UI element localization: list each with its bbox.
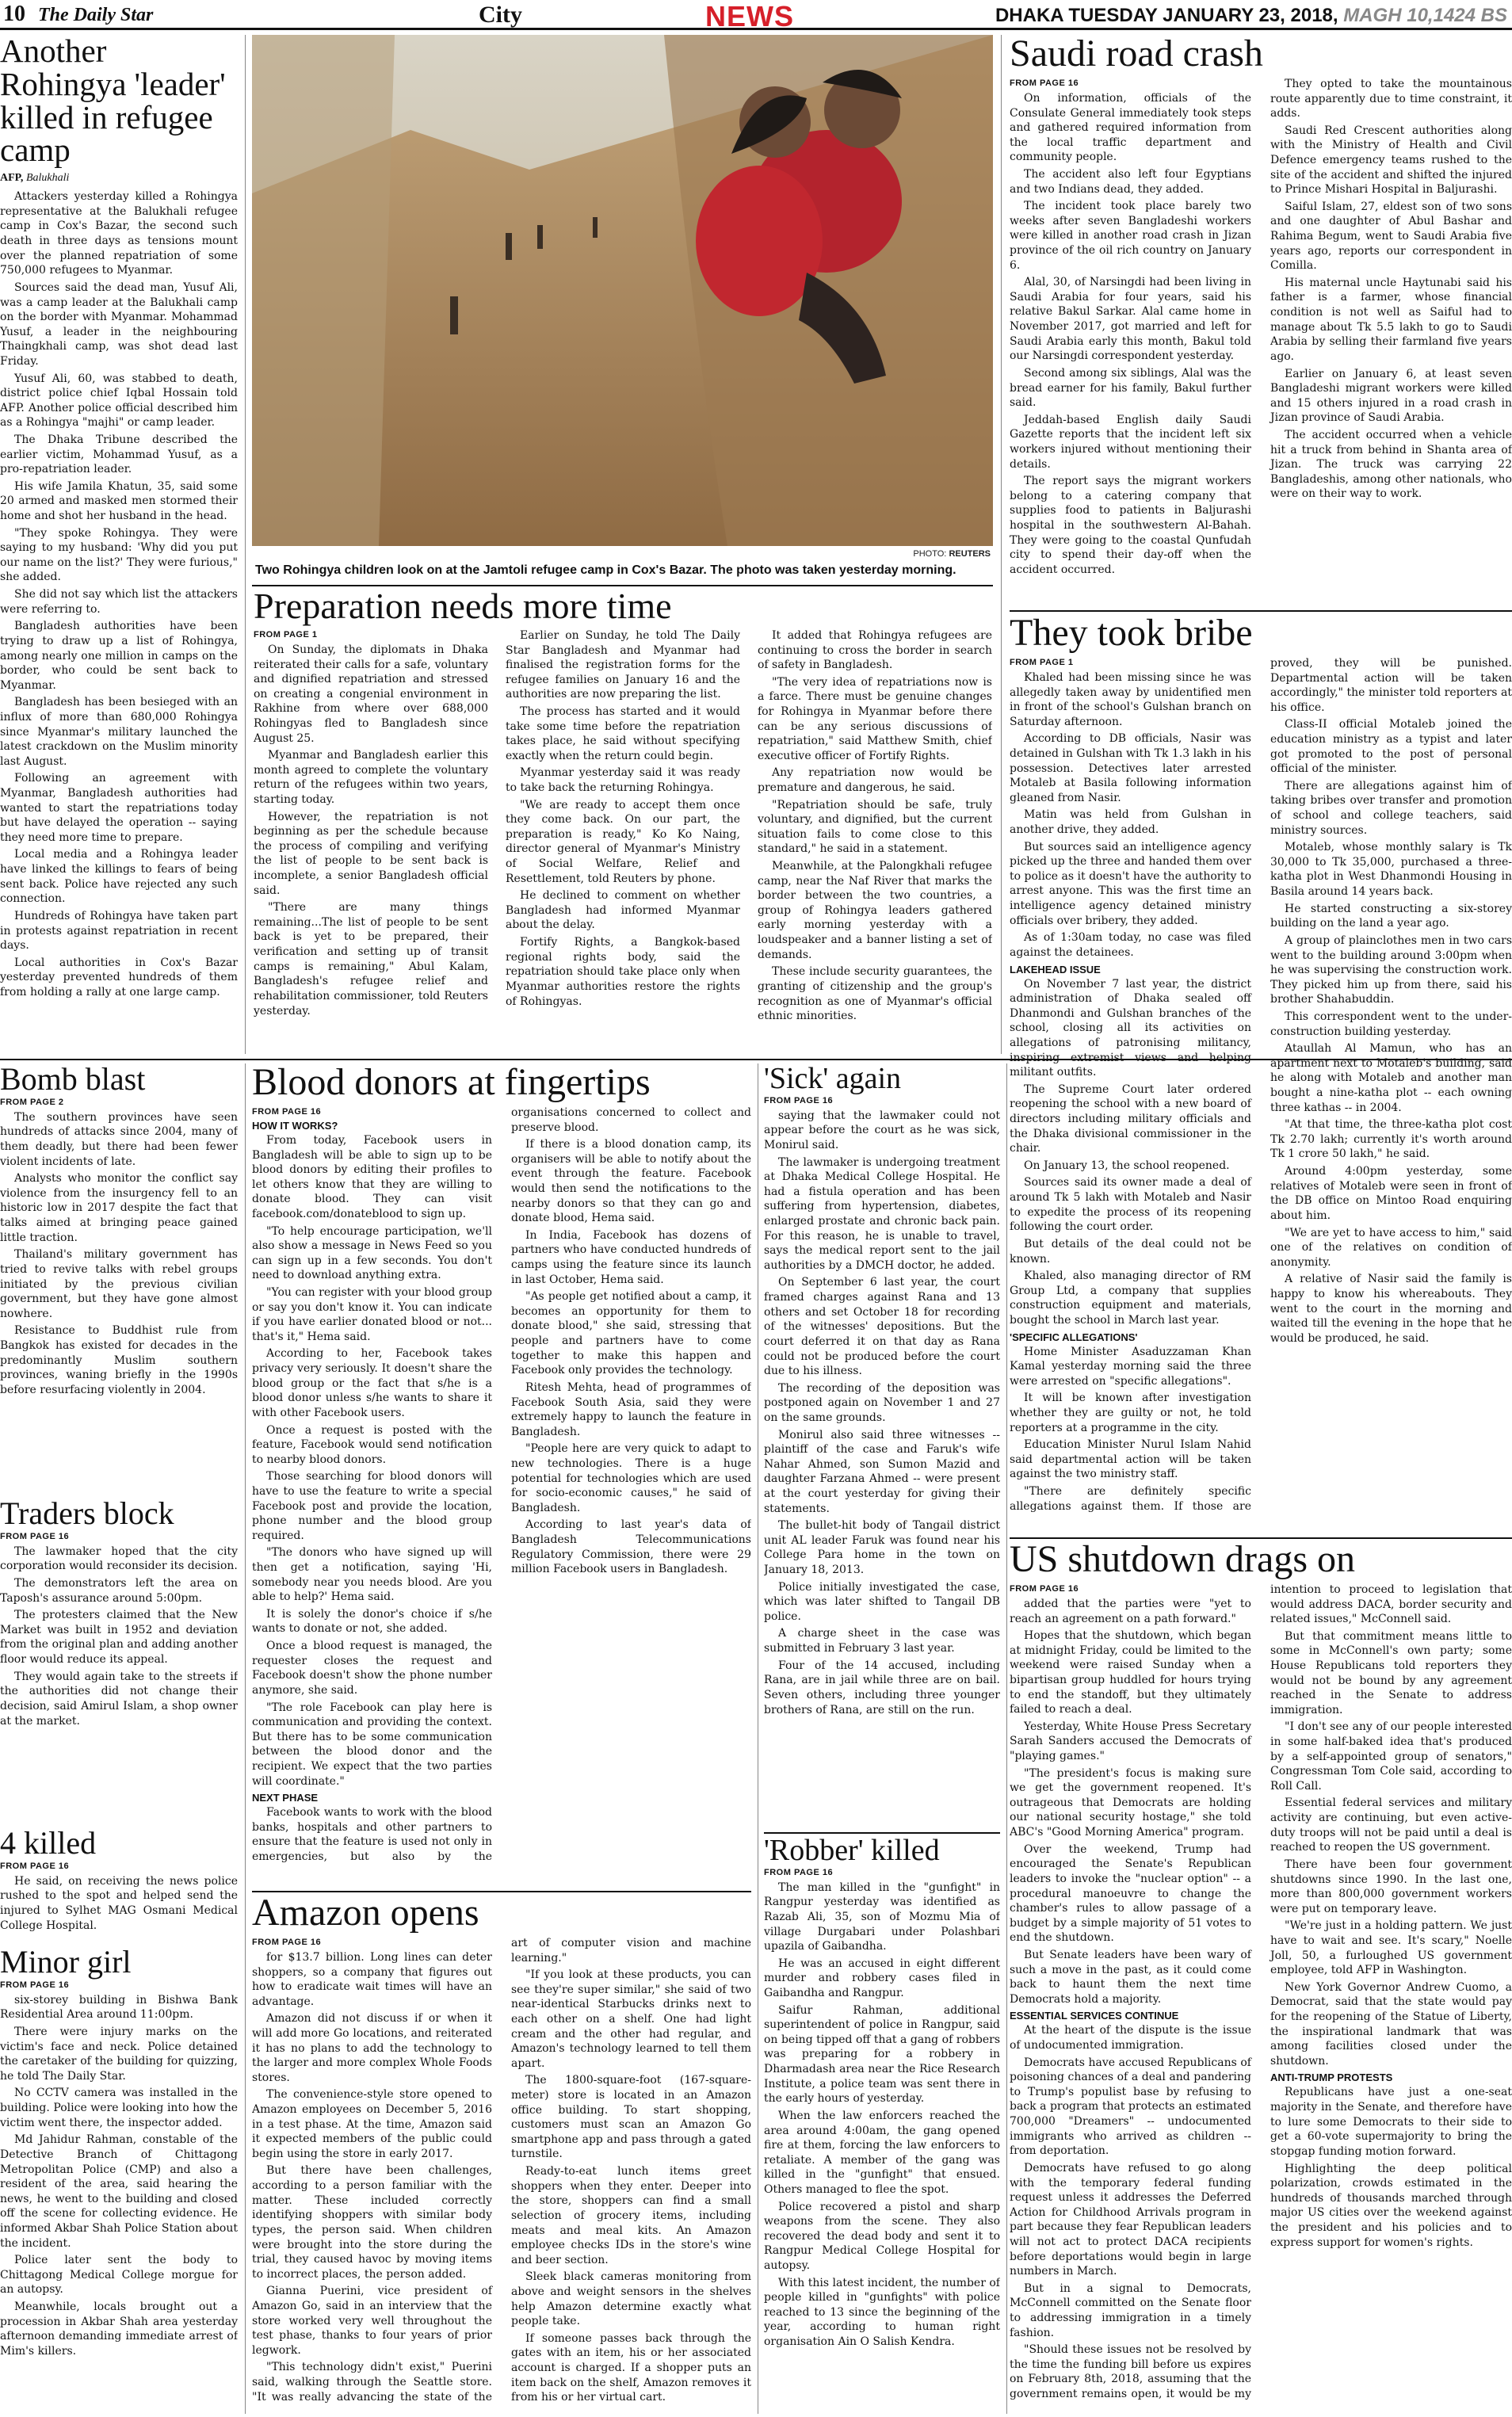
paragraph: The bullet-hit body of Tangail district unit AL leader Faruk was found near his College Para home in the town on January 18, 2013. [764,1519,1000,1577]
paragraph: Meanwhile, at the Palongkhali refugee camp, near the Naf River that marks the border between the two countries, a group of Rohingya leaders gathered early morning yesterday with a loudspeaker and a banner listing a set of demands. [758,860,992,961]
jump-label: FROM PAGE 16 [252,1937,322,1947]
photo-caption: Two Rohingya children look on at the Jamtoli refugee camp in Cox's Bazar. The photo was taken yesterday morning. [255,563,956,577]
paragraph: He declined to comment on whether Bangladesh had informed Myanmar about the delay. [506,889,740,932]
paragraph: "The president's focus is making sure we get the government reopened. It's outrageous that Democrats are holding our national security hostage," she told ABC's "Good Morning America" program. [1010,1766,1251,1839]
paragraph: This correspondent went to the under-construction building yesterday. [1270,1010,1512,1038]
paragraph: However, the repatriation is not beginning as per the schedule because the process of compiling and verifying the list of people to be sent back is incomplete, a senior Bangladesh official said. [254,810,488,897]
paragraph: Around 4:00pm yesterday, some relatives of Motaleb were seen in front of the DB office on Mintoo Road enquiring about him. [1270,1165,1512,1222]
paragraph: From today, Facebook users in Bangladesh will be able to sign up to be blood donors by editing their profiles to let others know that they are willing to donate blood. They can visit facebook.com/donateblood to sign up. [252,1133,492,1220]
article-rohingya-leader [0,35,238,1054]
paragraph: But there have been challenges, according to a person familiar with the matter. These included correctly identifying shoppers with similar body types, the person said. When children were brought into the store during the trial, they caused havoc by moving items to incorrect places, the person added. [252,2164,492,2281]
subheading: 'SPECIFIC ALLEGATIONS' [1010,1331,1138,1343]
section-rule [1010,610,1512,612]
subheading: LAKEHEAD ISSUE [1010,963,1101,976]
paragraph: There were injury marks on the victim's face and neck. Police detained the caretaker of the building for quizzing, he told The Daily Star. [0,2026,238,2083]
paragraph: "At that time, the three-katha plot cost Tk 2.70 lakh; currently it's worth around Tk 1 crore 50 lakh," he said. [1270,1118,1512,1161]
paragraph: If there is a blood donation camp, its organisers will be able to notify about the event through the feature. Facebook would then send the notifications to the nearby donors so that they can go and donate blood, Hema said. [511,1138,751,1225]
article-body [0,1874,238,1933]
subheading: ESSENTIAL SERVICES CONTINUE [1010,2010,1179,2022]
jump-label: FROM PAGE 16 [1010,1583,1079,1594]
article-body [0,1993,238,2359]
paragraph: Analysts who monitor the conflict say violence from the insurgency fell to an historic low in 2017 despite the fact that talks aimed at bringing peace gained little traction. [0,1172,238,1244]
paragraph: Md Jahidur Rahman, constable of the Detective Branch of Chittagong Metropolitan Police (CMP) and also a resident of the area, said hearing the news, he went to the building and closed off the scene for collecting evidence. He informed Akbar Shah Police Station about the incident. [0,2133,238,2250]
section-rule [0,1059,1512,1060]
jump-label: FROM PAGE 16 [0,1531,70,1541]
paragraph: Bangladesh has been besieged with an influx of more than 680,000 Rohingya since Myanmar's military launched the latest crackdown on the Muslim minority last August. [0,696,238,768]
paragraph: Khaled had been missing since he was allegedly taken away by unidentified men in front of the school's Gulshan branch on Saturday afternoon. [1010,670,1251,728]
paragraph: On information, officials of the Consulate General immediately took steps and gathered required information from the local traffic department and community people. [1010,91,1251,164]
paragraph: Resistance to Buddhist rule from Bangkok has existed for decades in the predominantly Muslim southern provinces, waning briefly in the 1990s before resurfacing violently in 2004. [0,1324,238,1396]
paragraph: Once a blood request is managed, the requester closes the request and Facebook doesn't show the phone number anymore, she said. [252,1640,492,1697]
paragraph: "To help encourage participation, we'll also show a message in News Feed so you can sign up in a few seconds. You don't need to download anything extra. [252,1224,492,1282]
article-bomb-blast [0,1063,238,1491]
jump-label: FROM PAGE 16 [252,1106,322,1117]
paragraph: Earlier on Sunday, he told The Daily Star Bangladesh and Myanmar had finalised the registration forms for the refugee families on January 16 and the authorities are now preparing the list. [506,628,740,701]
jump-label: FROM PAGE 16 [0,1980,70,1990]
paragraph: Sources said the dead man, Yusuf Ali, was a camp leader at the Balukhali camp on the border with Myanmar. Mohammad Yusuf, a leader in the neighbouring Thaingkhali camp, was shot dead last Friday. [0,281,238,368]
paragraph: Thailand's military government has tried to revive talks with rebel groups initiated by the previous civilian government, but they have gone almost nowhere. [0,1248,238,1320]
paragraph: The lawmaker is undergoing treatment at Dhaka Medical College Hospital. He had a fistula operation and has been suffering from hypertension, diabetes, enlarged prostate and chronic back pain. For this reason, he is unable to travel, says the medical report sent to the jail authorities by a DMCH doctor, he added. [764,1155,1000,1272]
paragraph: Education Minister Nurul Islam Nahid said departmental action will be taken against the two ministry staff. [1010,1438,1251,1481]
paragraph: Monirul also said three witnesses -- plaintiff of the case and Faruk's wife Nahar Ahmed, son Sumon Mazid and daughter Farzana Ahmed -- were present at the court yesterday for giving their statements. [764,1428,1000,1515]
paragraph: His maternal uncle Haytunabi said his father is a farmer, whose financial condition is not well as Saiful had to manage about Tk 5.5 lakh to go to Saudi Arabia by selling their farmland five years ago. [1270,276,1512,363]
paragraph: added that the parties were "yet to reach an agreement on a path forward." [1010,1597,1251,1625]
subheading: NEXT PHASE [252,1792,319,1804]
paragraph: The accident also left four Egyptians and two Indians dead, they added. [1010,168,1251,196]
paragraph: It added that Rohingya refugees are continuing to cross the border in search of safety in Bangladesh. [758,628,992,672]
paragraph: "Should these issues not be resolved by the time the funding bill before us expires on February 8th, 2018, assuming that the government remains open, it would be my intention to proceed to legislation that would address DACA, border security and related issues," McConnell said. [1010,1583,1512,2401]
paragraph: Four of the 14 accused, including Rana, are in jail while three are on bail. Seven others, including three younger brothers of Rana, are still on the run. [764,1659,1000,1716]
headline: Bomb blast [0,1063,146,1097]
paragraph: On November 7 last year, the district administration of Dhaka sealed off Dhanmondi and Gulshan branches of the school, closing all its activities on allegations of patronising militancy, inspiring extremist views and helping militant outfits. [1010,977,1251,1079]
paragraph: Motaleb, whose monthly salary is Tk 30,000 to Tk 35,000, purchased a three-katha plot in West Dhanmondi Housing in Basila around 14 years back. [1270,841,1512,899]
paragraph: Facebook wants to work with the blood banks, hospitals and other partners to ensure that the feature is used not only in emergencies, but also by the organisations concerned to collect and preserve blood. [252,1105,751,1863]
paragraph: Saiful Islam, 27, eldest son of two sons and one daughter of Abul Bashar and Rahima Begum, went to Saudi Arabia five years ago, reports our correspondent in Comilla. [1270,200,1512,273]
jump-label: FROM PAGE 16 [764,1095,834,1105]
column-rule [1006,1063,1007,2414]
paragraph: Police initially investigated the case, which was later shifted to Tangail DB police. [764,1580,1000,1623]
dateline: DHAKA TUESDAY JANUARY 23, 2018, MAGH 10,1424 BS [995,5,1507,26]
paragraph: Sleek black cameras monitoring from above and weight sensors in the shelves help Amazon determine exactly what people take. [511,2270,751,2328]
paragraph: Those searching for blood donors will have to use the feature to write a special Facebook post and provide the location, phone number and the blood group required. [252,1470,492,1542]
paragraph: According to DB officials, Nasir was detained in Gulshan with Tk 1.3 lakh in his possession. Detectives later arrested Motaleb at Basila following information gleaned from Nasir. [1010,732,1251,804]
paragraph: She did not say which list the attackers were referring to. [0,588,238,616]
column-rule [1001,35,1002,1054]
headline: Preparation needs more time [254,588,672,626]
paragraph: Jeddah-based English daily Saudi Gazette reports that the incident left six workers injured without mentioning their details. [1010,413,1251,471]
paragraph: saying that the lawmaker could not appear before the court as he was sick, Monirul said. [764,1109,1000,1151]
article-preparation [254,588,992,1040]
article-us-shutdown [1010,1541,1512,2414]
headline: 4 killed [0,1827,97,1861]
article-body [0,1545,238,1728]
article-minor-girl [0,1946,238,2414]
paragraph: He started constructing a six-storey building on the land a year ago. [1270,902,1512,930]
jump-label: FROM PAGE 16 [764,1867,834,1877]
headline: Another Rohingya 'leader' killed in refugee camp [0,35,226,169]
paragraph: The southern provinces have seen hundreds of attacks since 2004, many of them deadly, but there had been fewer violent incidents of late. [0,1110,238,1168]
paragraph: When the law enforcers reached the area around 4:00am, the gang opened fire at them, forcing the law enforcers to retaliate. A member of the gang was killed in the "gunfight" that ensued. Others managed to flee the spot. [764,2109,1000,2196]
byline: AFP, Balukhali [0,172,70,185]
paragraph: Hundreds of Rohingya have taken part in protests against repatriation in recent days. [0,909,238,953]
paragraph: Matin was held from Gulshan in another drive, they added. [1010,808,1251,837]
paragraph: Police later sent the body to Chittagong Medical College morgue for an autopsy. [0,2254,238,2297]
paragraph: Local media and a Rohingya leader have linked the killings to fears of being sent back. Police have rejected any such connection. [0,848,238,906]
article-body [0,1110,238,1398]
jump-label: FROM PAGE 1 [1010,657,1074,667]
jump-label: FROM PAGE 16 [0,1861,70,1871]
paragraph: Saifur Rahman, additional superintendent of police in Rangpur, said on being tipped off that a gang of robbers was preparing for a robbery in Dharmadash area near the Rice Research Institute, a police team was sent there in the early hours of yesterday. [764,2003,1000,2106]
paragraph: six-storey building in Bishwa Bank Residential Area around 11:00pm. [0,1993,238,2022]
paragraph: "If you look at these products, you can see they're super similar," she said of two near-identical Starbucks drinks next to each other on a shelf. One had light cream and the other had regular, and Amazon's technology learned to tell them apart. [511,1968,751,2070]
paragraph: According to her, Facebook takes privacy very seriously. It doesn't share the blood group or the fact that s/he is a blood donor unless s/he wants to share it with other Facebook users. [252,1347,492,1419]
article-body [252,1936,751,2405]
paragraph: There are allegations against him of taking bribes over transfer and promotion of school and college teachers, said ministry sources. [1270,779,1512,837]
article-saudi-road-crash [1010,35,1512,605]
article-body [764,1881,1000,2350]
paragraph: A group of plainclothes men in two cars went to the building around 3:00pm when he was supervising the construction work. They picked him up from there, said his brother Shahabuddin. [1270,934,1512,1006]
page-header [0,0,1512,30]
paragraph: Earlier on January 6, at least seven Bangladeshi migrant workers were killed and 15 others injured in a road crash in Jizan province of Saudi Arabia. [1270,367,1512,425]
paragraph: "This technology didn't exist," Puerini said, walking through the Seattle store. "It was really advancing the state of the art of computer vision and machine learning." [252,1936,751,2404]
paragraph: Once a request is posted with the feature, Facebook would send notification to nearby blood donors. [252,1423,492,1466]
headline: 'Robber' killed [764,1835,940,1867]
paragraph: "There are many things remaining...The list of people to be sent back is yet to be prepared, their verification and setting up of transit camps is remaining," Abul Kalam, Bangladesh's refugee relief and rehabilitation commissioner, told Reuters yesterday. [254,901,488,1018]
section-name: City [479,2,522,28]
paragraph: On January 13, the school reopened. [1024,1159,1230,1172]
paragraph: If someone passes back through the gates with an item, his or her associated account is charged. If a shopper puts an item back on the shelf, Amazon removes it from his or her virtual cart. [511,2331,751,2404]
paragraph: According to last year's data of Bangladesh Telecommunications Regulatory Commission, there were 29 million Facebook users in Bangladesh. [511,1518,751,1576]
column-rule [245,35,246,1054]
paragraph: "People here are very quick to adapt to new technologies. There is a huge potential for technologies which are used for socio-economic causes," he said of Bangladesh. [511,1442,751,1514]
paragraph: Khaled, also managing director of RM Group Ltd, a company that supplies construction equipment and materials, bought the school in March last year. [1010,1270,1251,1327]
jump-label: FROM PAGE 1 [254,629,318,640]
paragraph: But details of the deal could not be known. [1010,1237,1251,1266]
paragraph: On September 6 last year, the court framed charges against Rana and 13 others and set October 18 for recording of the witnesses' depositions. But the court deferred it on that day as Rana could not be produced before the court due to his illness. [764,1276,1000,1378]
paragraph: The protesters claimed that the New Market was built in 1952 and deviation from the original plan and adding another floor would reduce its appeal. [0,1609,238,1667]
jump-label: FROM PAGE 16 [1010,78,1079,88]
paragraph: Yusuf Ali, 60, was stabbed to death, district police chief Iqbal Hossain told AFP. Another police official described him as a Rohingya "majhi" or camp leader. [0,372,238,430]
paragraph: Following an agreement with Myanmar, Bangladesh authorities had wanted to start the repatriations today but have delayed the operation -- saying they need more time to prepare. [0,772,238,844]
paragraph: "The role Facebook can play here is communication and providing the context. But there has to be some communication between the blood donor and the recipient. We expect that the two parties will coordinate." [252,1701,492,1788]
section-rule [252,1891,751,1892]
paragraph: On Sunday, the diplomats in Dhaka reiterated their calls for a safe, voluntary and dignified repatriation and stressed on creating a congenial environment in Rakhine from where over 688,000 Rohingyas fled to Bangladesh since August 25. [254,643,488,745]
paragraph: Attackers yesterday killed a Rohingya representative at the Balukhali refugee camp in Cox's Bazar, the second such death in three days as tensions mount over the planned repatriation of some 750,000 refugees to Myanmar. [0,190,238,277]
headline: US shutdown drags on [1010,1541,1356,1580]
paragraph: Home Minister Asaduzzaman Khan Kamal yesterday morning said the three were arrested on "specific allegations". [1010,1345,1251,1388]
paragraph: But that commitment means little to some in McConnell's own party; some House Republicans told reporters they would not be bound by any agreement reached in the Senate to address immigration. [1270,1629,1512,1716]
paragraph: "I don't see any of our people interested in some half-baked idea that's produced by a self-appointed group of senators," Congressman Tom Cole said, according to Roll Call. [1270,1720,1512,1793]
article-4-killed [0,1827,238,1938]
paragraph: Hopes that the shutdown, which began at midnight Friday, could be limited to the weekend were raised Sunday when a bipartisan group huddled for hours trying to end the standoff, but they ultimately failed to reach a deal. [1010,1629,1251,1716]
section-rule [1010,1537,1512,1539]
paragraph: With this latest incident, the number of people killed in "gunfights" with police reached to 13 since the beginning of the year, according to human right organisation Ain O Salish Kendra. [764,2276,1000,2349]
headline: Blood donors at fingertips [252,1063,651,1103]
paragraph: These include security guarantees, the granting of citizenship and the group's recognition as one of Myanmar's official ethnic minorities. [758,965,992,1023]
paragraph: He said, on receiving the news police rushed to the spot and helped send the injured to Sylhet MAG Osmani Medical College Hospital. [0,1874,238,1932]
headline: 'Sick' again [764,1063,902,1095]
paragraph: "We're just in a holding pattern. We just have to wait and see. It's scary," Noelle Joll, 50, a furloughed US government employee, told AFP in Washington. [1270,1919,1512,1977]
paragraph: "They spoke Rohingya. They were saying to my husband: 'Why did you put our name on the list?' They were furious," she added. [0,526,238,584]
masthead: The Daily Star [38,5,154,25]
page-number: 10 [3,2,25,26]
paragraph: Amazon did not discuss if or when it will add more Go locations, and reiterated it has no plans to add the technology to the larger and more complex Whole Foods stores. [252,2012,492,2084]
paragraph: "Repatriation should be safe, truly voluntary, and dignified, but the current situation fails to come close to this standard," he said in a statement. [758,798,992,856]
paragraph: It will be known after investigation whether they are guilty or not, he told reporters at a programme in the city. [1010,1392,1251,1434]
paragraph: The 1800-square-foot (167-square-meter) store is located in an Amazon office building. To start shopping, customers must scan an Amazon Go smartphone app and pass through a gated turnstile. [511,2074,751,2161]
paragraph: New York Governor Andrew Cuomo, a Democrat, said that the state would pay for the reopening of the Statue of Liberty, the inspirational landmark that was among facilities closed under the shutdown. [1270,1980,1512,2068]
paragraph: "As people get notified about a camp, it becomes an opportunity for them to donate blood," she said, stressing that people and partners have to come together to make this happen and Facebook only provides the technology. [511,1290,751,1377]
headline: They took bribe [1010,614,1253,654]
paragraph: Democrats have refused to go along with the temporary federal funding request unless it addresses the Deferred Action for Childhood Arrivals program in part because they fear Republican leaders will not act to protect DACA recipients before deportations would begin in large numbers in March. [1010,2161,1251,2278]
paragraph: A charge sheet in the case was submitted in February 3 last year. [764,1627,1000,1655]
paragraph: But Senate leaders have been wary of such a move in the past, as it could come back to haunt them the next time Democrats hold a majority. [1010,1948,1251,2006]
paragraph: Essential federal services and military activity are continuing, but even active-duty troops will not be paid until a deal is reached to reopen the US government. [1270,1797,1512,1854]
paragraph: Ataullah Al Mamun, who has an apartment next to Motaleb's building, said he along with Motaleb and another man bought a nine-katha plot -- each owning three kathas -- in 2004. [1270,1042,1512,1114]
paragraph: "We are yet to have access to him," said one of the relatives on condition of anonymity. [1270,1226,1512,1269]
column-rule [245,1063,246,2414]
paragraph: Alal, 30, of Narsingdi had been living in Saudi Arabia for four years, said his relative Bakul Sarkar. Alal came home in November 2017, got married and left for Saudi Arabia early this month, Bakul told our Narsingdi correspondent yesterday. [1010,276,1251,363]
refugee-camp-photo [252,35,993,546]
paragraph: Gianna Puerini, vice president of Amazon Go, said in an interview that the store worked very well throughout the test phase, thanks to four years of prior legwork. [252,2285,492,2357]
section-rule [252,585,993,586]
news-photo [252,35,993,546]
paragraph: "The donors who have signed up will then get a notification, saying 'Hi, somebody near you needs blood. Are you able to help?' Hema said. [252,1546,492,1604]
paragraph: They opted to take the mountainous route apparently due to time constraint, it adds. [1270,77,1512,120]
paragraph: Local authorities in Cox's Bazar yesterday prevented hundreds of them from holding a rally at one large camp. [0,956,238,998]
paragraph: But in a signal to Democrats, McConnell committed on the Senate floor to addressing immigration in a timely fashion. [1010,2281,1251,2339]
headline: Minor girl [0,1946,132,1980]
headline: Saudi road crash [1010,35,1263,74]
article-they-took-bribe [1010,614,1512,1533]
paragraph: At the heart of the dispute is the issue of undocumented immigration. [1010,2024,1251,2052]
paragraph: The report says the migrant workers belong to a catering company that supplies food to patients in Baljurashi hospital in the southwestern Al-Bahah. They were going to the coastal Qunfudah city to spend their day-off when the accident occurred. [1010,475,1251,576]
paragraph: The demonstrators left the area on Taposh's assurance around 5:00pm. [0,1577,238,1605]
paragraph: The man killed in the "gunfight" in Rangpur yesterday was identified as Razab Ali, 35, son of Mozmu Mia of village Durgabari under Polashbari upazila of Gaibandha. [764,1881,1000,1953]
paragraph: Ritesh Mehta, head of programmes of Facebook South Asia, said they were extremely happy to launch the feature in Bangladesh. [511,1380,751,1438]
section-rule [764,1832,1000,1834]
paragraph: Republicans have just a one-seat majority in the Senate, and therefore have to lure some Democrats to their side to get a 60-vote supermajority to bring the stopgap funding motion forward. [1270,2086,1512,2158]
photo-credit: PHOTO: REUTERS [913,549,991,559]
paragraph: Highlighting the deep political polarization, crowds estimated in the hundreds of thousands marched through major US cities over the weekend against the president and his policies and to express support for women's rights. [1270,2162,1512,2249]
paragraph: The Supreme Court later ordered reopening the school with a new board of directors including military officials and the Dhaka divisional commissioner in the chair. [1010,1082,1251,1155]
paragraph: The convenience-style store opened to Amazon employees on December 5, 2016 in a test phase. At the time, Amazon said it expected members of the public could begin using the store in early 2017. [252,2088,492,2160]
paragraph: "We are ready to accept them once they come back. On our part, the preparation is ready," Ko Ko Naing, director general of Myanmar's Ministry of Social Welfare, Relief and Resettlement, told Reuters by phone. [506,798,740,885]
paragraph: The Dhaka Tribune described the earlier victim, Mohammad Yusuf, as a pro-repatriation leader. [0,433,238,476]
paragraph: Democrats have accused Republicans of poisoning chances of a deal and pandering to Trump's populist base by refusing to back a program that protects an estimated 700,000 "Dreamers" -- undocumented immigrants who arrived as children -- from deportation. [1010,2056,1251,2158]
paragraph: He was an accused in eight different murder and robbery cases filed in Gaibandha and Rangpur. [764,1957,1000,2000]
headline: Amazon opens [252,1894,479,1934]
paragraph: Myanmar and Bangladesh earlier this month agreed to complete the voluntary return of the refugees within two years, starting today. [254,749,488,806]
paragraph: Yesterday, White House Press Secretary Sarah Sanders accused the Democrats of "playing games." [1010,1720,1251,1763]
paragraph: Class-II official Motaleb joined the education ministry as a typist and later got promoted to the post of personal official of the minister. [1270,718,1512,776]
article-body [254,628,992,1025]
paragraph: for $13.7 billion. Long lines can deter shoppers, so a company that figures out how to eradicate wait times will have an advantage. [252,1950,492,2008]
paragraph: They would again take to the streets if the authorities did not change their decision, said Amirul Islam, a shop owner at the market. [0,1670,238,1728]
paragraph: The recording of the deposition was postponed again on November 1 and 27 on the same grounds. [764,1381,1000,1424]
paragraph: There have been four government shutdowns since 1990. In the last one, more than 800,000 government workers were put on temporary leave. [1270,1858,1512,1915]
paragraph: No CCTV camera was installed in the building. Police were looking into how the victim went there, the inspector added. [0,2087,238,2129]
headline: Traders block [0,1498,174,1531]
paragraph: Bangladesh authorities have been trying to draw up a list of Rohingya, among nearly one million in camps on the border, who could be sent back to Myanmar. [0,620,238,692]
paragraph: Meanwhile, locals brought out a procession in Akbar Shah area yesterday afternoon demanding immediate arrest of Mim's killers. [0,2300,238,2358]
jump-label: FROM PAGE 2 [0,1097,64,1107]
paragraph: "The very idea of repatriations now is a farce. There must be genuine changes for Rohingya in Myanmar before there can be any serious discussions of repatriation," said Matthew Smith, chief executive officer of Fortify Rights. [758,675,992,762]
article-body [1010,77,1512,592]
paragraph: But sources said an intelligence agency picked up the three and handed them over to police as it doesn't have the authority to arrest anyone. This was the first time an intelligence agency detained ministry officials over bribery, they added. [1010,840,1251,927]
paragraph: In India, Facebook has dozens of partners who have conducted hundreds of camps using the feature since its launch in last October, Hema said. [511,1228,751,1286]
article-robber-killed [764,1835,1000,2414]
article-body [0,189,238,999]
paragraph: As of 1:30am today, no case was filed against the detainees. [1010,931,1251,959]
paragraph: The accident occurred when a vehicle hit a truck from behind in Shanta area of Jizan. The truck was carrying 22 Bangladeshis, among other nationals, who were on their way to work. [1270,428,1512,501]
paragraph: It is solely the donor's choice if s/he wants to donate or not, she added. [252,1607,492,1636]
paragraph: A relative of Nasir said the family is happy to know his whereabouts. They went to the court in the morning and waited till the evening in the hope that he would be produced, he said. [1270,1273,1512,1345]
paragraph: The process has started and it would take some time before the repatriation takes place, he said without specifying exactly when the return could begin. [506,704,740,762]
paragraph: Sources said its owner made a deal of around Tk 5 lakh with Motaleb and Nasir to expedite the process of its reopening following the court order. [1010,1176,1251,1234]
subheading: ANTI-TRUMP PROTESTS [1270,2071,1393,2084]
paragraph: Any repatriation now would be premature and dangerous, he said. [758,766,992,794]
paragraph: "There are definitely specific allegations against them. If those are proved, they will be punished. Departmental action will be taken accordingly," the minister told reporters at his office. [1010,656,1512,1513]
paragraph: Fortify Rights, a Bangkok-based regional rights body, said the repatriation should take place only when Myanmar authorities restore the rights of Rohingyas. [506,936,740,1008]
section-label: NEWS [705,0,794,32]
paragraph: Ready-to-eat lunch items greet shoppers when they enter. Deeper into the store, shoppers can find a small selection of grocery items, including meats and meal kits. An Amazon employee checks IDs in the store's wine and beer section. [511,2165,751,2266]
paragraph: The lawmaker hoped that the city corporation would reconsider its decision. [0,1545,238,1573]
article-body [764,1109,1000,1717]
paragraph: Myanmar yesterday said it was ready to take back the returning Rohingya. [506,766,740,794]
subheading: HOW IT WORKS? [252,1119,338,1132]
paragraph: Police recovered a pistol and sharp weapons from the scene. They also recovered the dead body and sent it to Rangpur Medical College Hospital for autopsy. [764,2200,1000,2272]
article-body [1010,1583,1512,2407]
article-amazon-opens [252,1894,751,2414]
article-body [252,1105,751,1874]
article-sick-again [764,1063,1000,1824]
paragraph: His wife Jamila Khatun, 35, said some 20 armed and masked men stormed their home and shot her husband in the head. [0,479,238,523]
article-traders-block [0,1498,238,1823]
article-body [1010,656,1512,1524]
paragraph: Second among six siblings, Alal was the bread earner for his family, Bakul further said. [1010,366,1251,410]
paragraph: "You can register with your blood group or say you don't know it. You can indicate if you have earlier donated blood or not... that's it," Hema said. [252,1286,492,1343]
paragraph: The incident took place barely two weeks after seven Bangladeshi workers were killed in another road crash in Jizan province of the oil rich country on January 6. [1010,200,1251,272]
article-blood-donors [252,1063,751,1884]
paragraph: Over the weekend, Trump had encouraged the Senate's Republican leaders to invoke the "nuclear option" -- a procedural manoeuvre to change the chamber's rules to allow passage of a budget by a simple majority of 51 votes to end the shutdown. [1010,1842,1251,1945]
paragraph: Saudi Red Crescent authorities along with the Ministry of Health and Civil Defence emergency teams rushed to the site of the accident and shifted the injured to Prince Mishari Hospital in Baljurashi. [1270,124,1512,197]
